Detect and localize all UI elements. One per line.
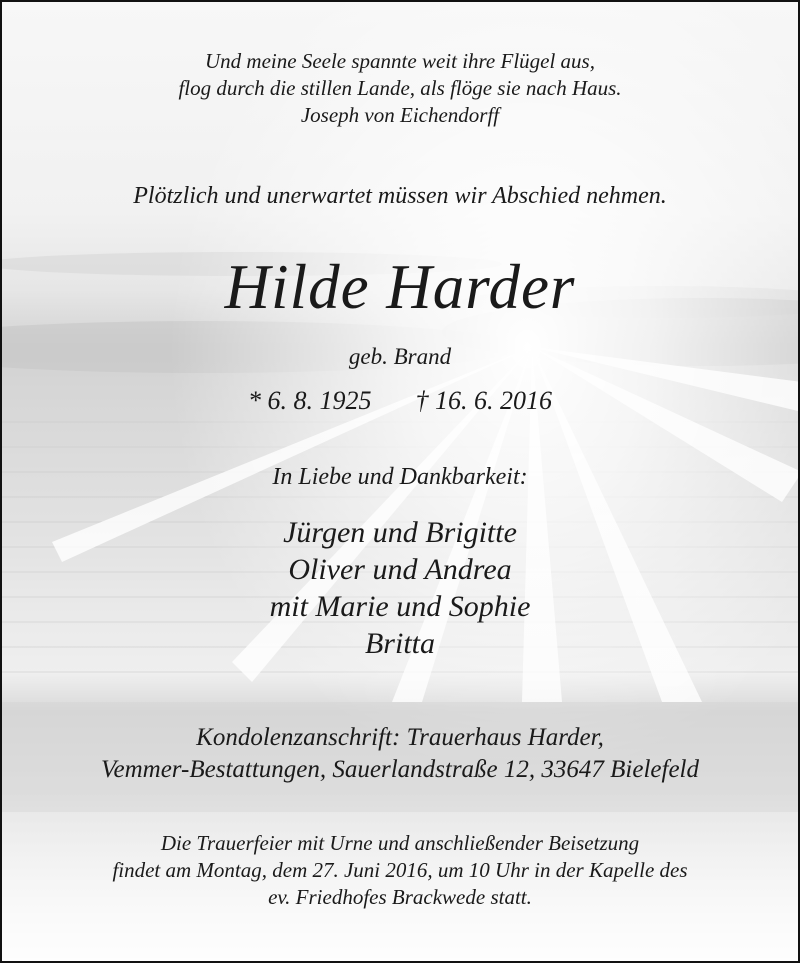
- family-member: Jürgen und Brigitte: [283, 516, 517, 549]
- family-member: mit Marie und Sophie: [269, 590, 531, 623]
- funeral-info: [2, 830, 798, 911]
- family-member: Oliver und Andrea: [288, 553, 512, 586]
- dedication: [2, 461, 798, 493]
- maiden-name: [2, 342, 798, 372]
- family-list: [2, 514, 798, 662]
- dedication-line: In Liebe und Dankbarkeit:: [272, 464, 528, 490]
- condolence-line: Vemmer-Bestattungen, Sauerlandstraße 12, 33647 Bielefeld: [101, 756, 699, 783]
- funeral-line: Die Trauerfeier mit Urne und anschließender Beisetzung: [160, 831, 640, 855]
- name-line: Hilde Harder: [224, 252, 576, 322]
- birth-date: * 6. 8. 1925: [248, 386, 372, 415]
- family-member: Britta: [364, 627, 435, 660]
- funeral-line: findet am Montag, dem 27. Juni 2016, um 10 Uhr in der Kapelle des: [112, 858, 688, 882]
- funeral-line: ev. Friedhofes Brackwede statt.: [268, 885, 532, 909]
- maiden-name-line: geb. Brand: [348, 344, 452, 369]
- condolence-address: [2, 722, 798, 786]
- death-date: † 16. 6. 2016: [415, 386, 552, 415]
- quote-author: Joseph von Eichendorff: [300, 103, 500, 127]
- life-dates: [2, 384, 798, 418]
- quote-line: Und meine Seele spannte weit ihre Flügel aus,: [205, 49, 595, 73]
- intro-text: [2, 180, 798, 212]
- quote-line: flog durch die stillen Lande, als flöge sie nach Haus.: [178, 76, 622, 100]
- intro-line: Plötzlich und unerwartet müssen wir Abschied nehmen.: [133, 183, 667, 209]
- condolence-line: Kondolenzanschrift: Trauerhaus Harder,: [196, 724, 604, 751]
- deceased-name: [2, 248, 798, 326]
- poem-quote: [2, 48, 798, 129]
